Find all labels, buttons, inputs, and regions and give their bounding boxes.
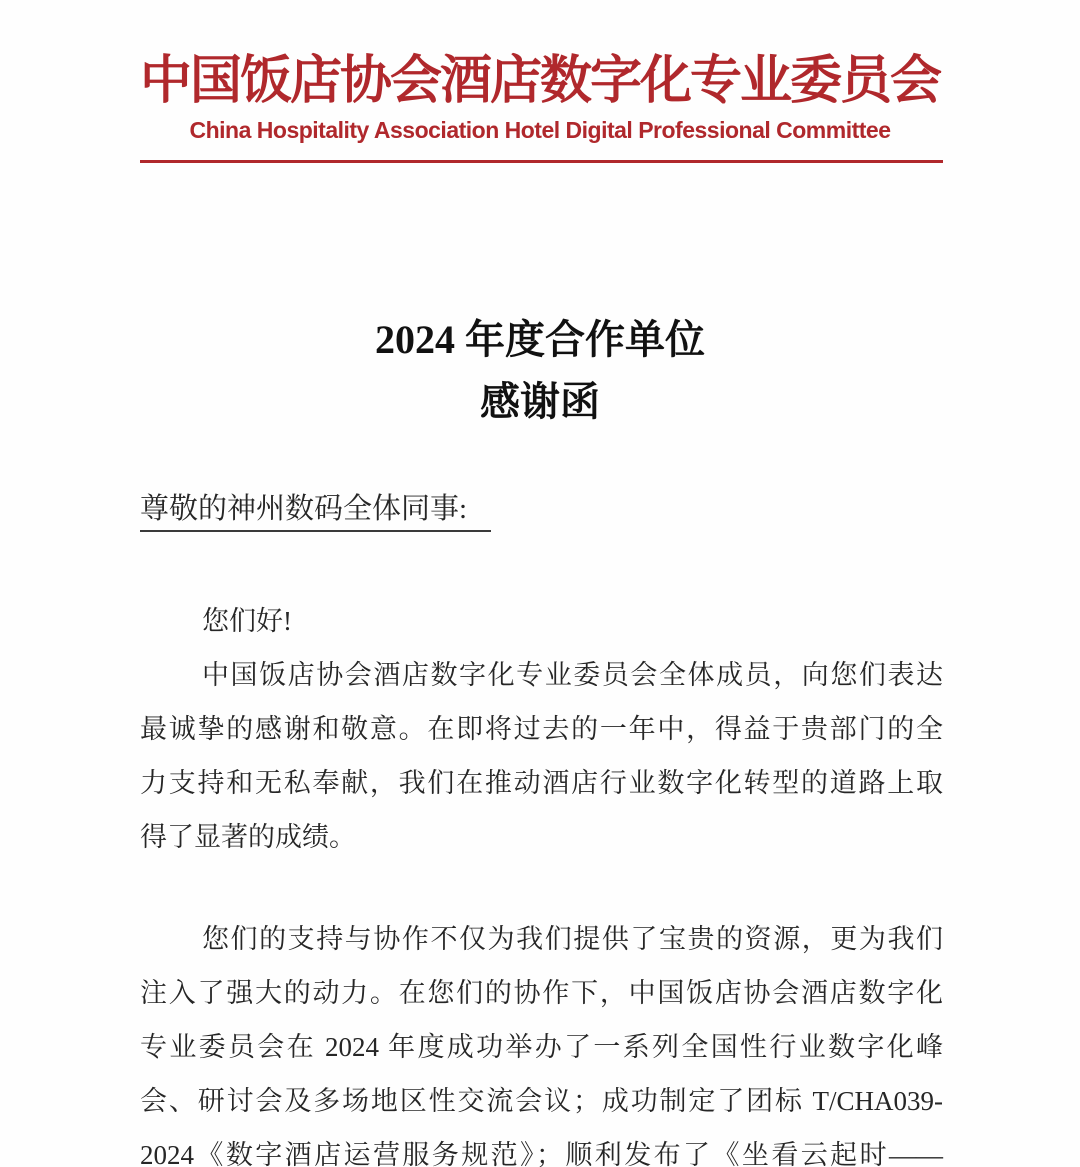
body-line: 您们好! bbox=[202, 606, 292, 636]
letterhead bbox=[0, 0, 1080, 163]
body-line: 专业委员会在 2024 年度成功举办了一系列全国性行业数字化峰 bbox=[140, 1032, 943, 1062]
letter-title-line1: 2024 年度合作单位 bbox=[375, 317, 705, 362]
body-line: 您们的支持与协作不仅为我们提供了宝贵的资源，更为我们 bbox=[202, 924, 943, 954]
body-line: 最诚挚的感谢和敬意。在即将过去的一年中，得益于贵部门的全 bbox=[140, 714, 943, 744]
org-name-chinese: 中国饭店协会酒店数字化专业委员会 bbox=[139, 53, 940, 110]
salutation-row bbox=[140, 489, 943, 534]
letterhead-divider bbox=[140, 160, 943, 163]
body-line: 力支持和无私奉献，我们在推动酒店行业数字化转型的道路上取 bbox=[140, 768, 943, 798]
body-line: 2024《数字酒店运营服务规范》；顺利发布了《坐看云起时—— bbox=[140, 1140, 943, 1167]
body-line: 注入了强大的动力。在您们的协作下，中国饭店协会酒店数字化 bbox=[140, 978, 943, 1008]
body-line: 中国饭店协会酒店数字化专业委员会全体成员，向您们表达 bbox=[202, 660, 943, 690]
paragraph-3 bbox=[140, 912, 943, 1167]
org-name-english: China Hospitality Association Hotel Digital Professional Committee bbox=[189, 117, 891, 143]
paragraph-2 bbox=[140, 648, 943, 864]
body-line: 会、研讨会及多场地区性交流会议；成功制定了团标 T/CHA039- bbox=[140, 1086, 943, 1116]
letter-title-line2: 感谢函 bbox=[480, 379, 600, 424]
body-line: 得了显著的成绩。 bbox=[140, 822, 356, 852]
letter-body bbox=[140, 594, 943, 1167]
letter-title bbox=[0, 309, 1080, 433]
paragraph-1 bbox=[140, 594, 943, 648]
salutation: 尊敬的神州数码全体同事: bbox=[140, 493, 491, 532]
